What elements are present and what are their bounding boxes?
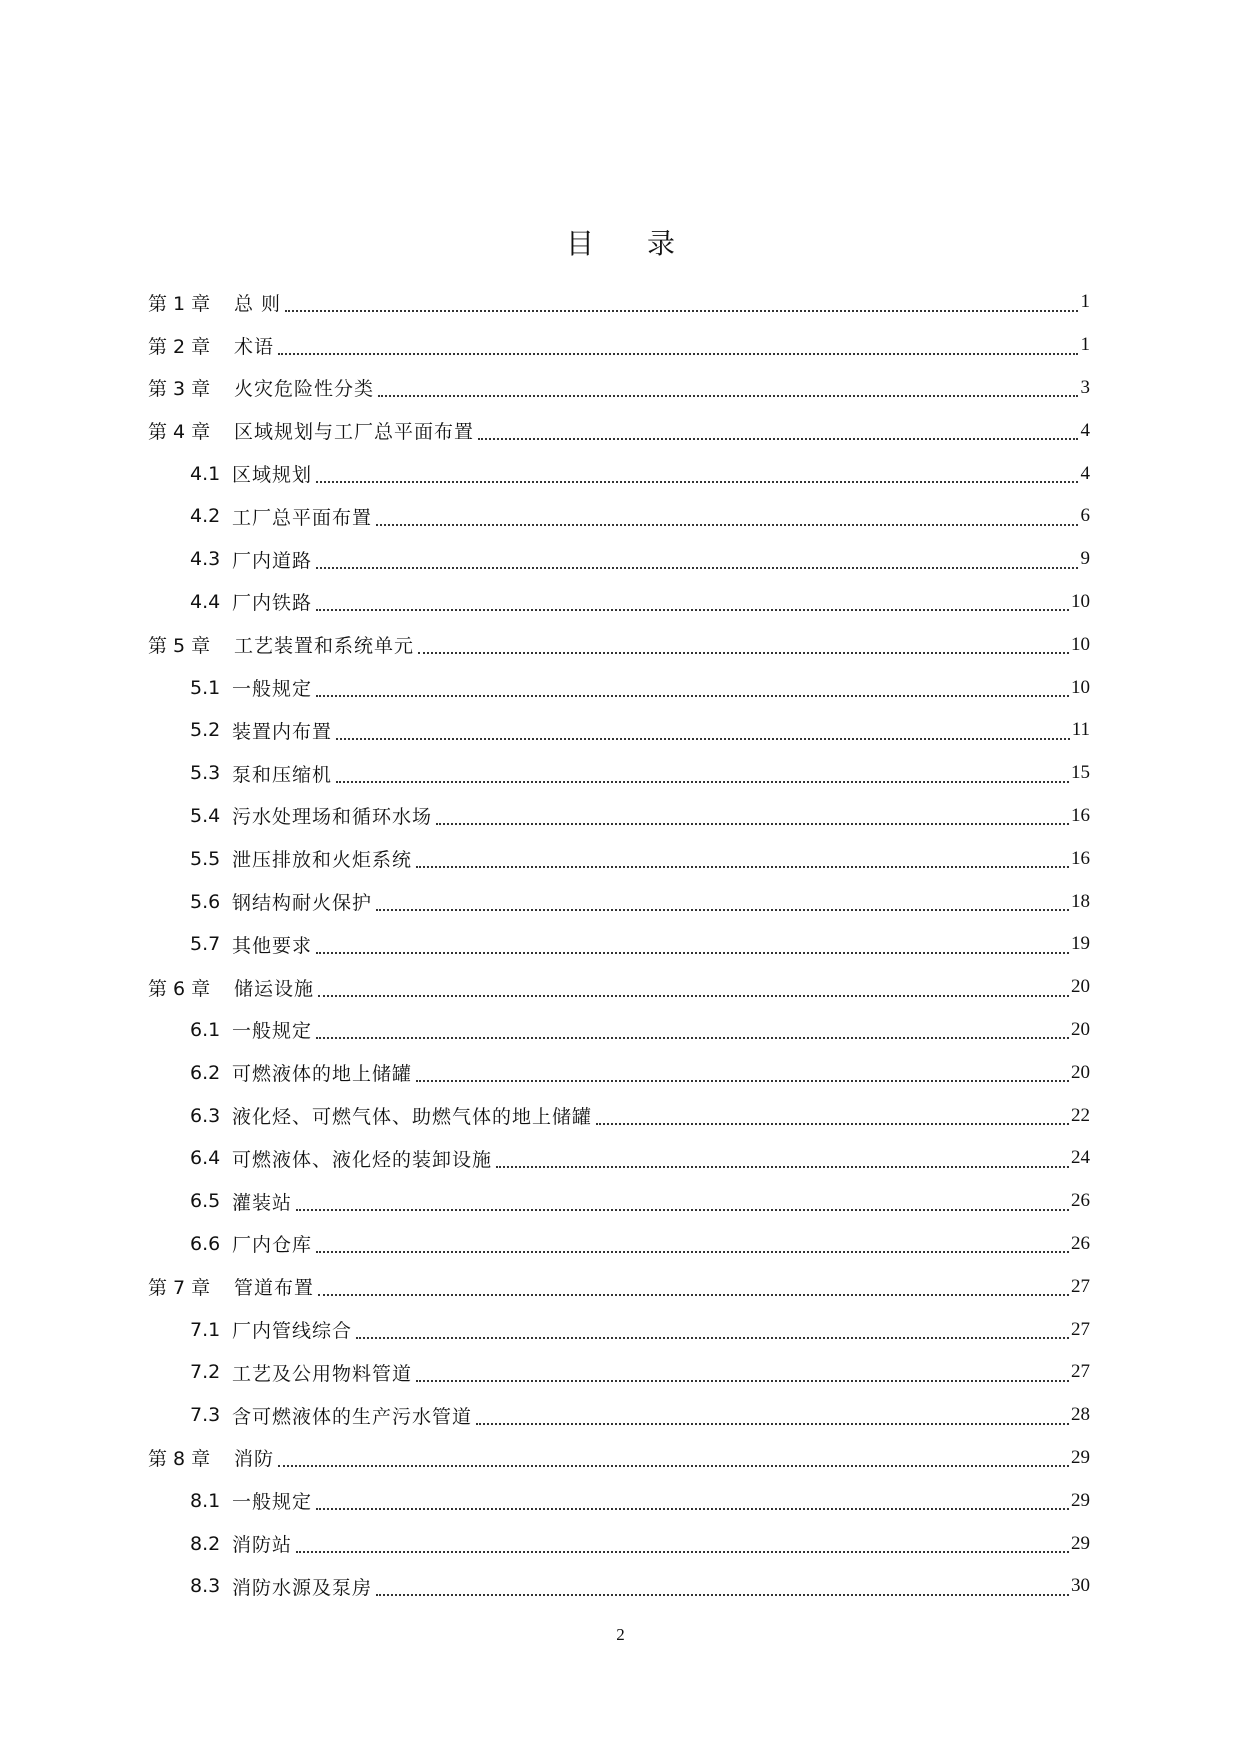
dot-leader	[296, 1550, 1069, 1553]
toc-entry-number: 第 8 章	[148, 1448, 211, 1471]
dot-leader	[478, 437, 1078, 440]
toc-section-entry[interactable]	[148, 752, 1090, 795]
toc-entry-title: 消防水源及泵房	[232, 1576, 373, 1599]
dot-leader	[316, 608, 1069, 611]
dot-leader	[336, 737, 1070, 740]
toc-entry-number: 第 6 章	[148, 977, 211, 1000]
toc-entry-page: 1	[1080, 334, 1090, 356]
toc-entry-title: 可燃液体的地上储罐	[232, 1063, 413, 1086]
toc-entry-number: 4.2	[190, 505, 221, 528]
toc-entry-page: 22	[1071, 1104, 1090, 1126]
toc-entry-page: 16	[1071, 804, 1090, 826]
dot-leader	[278, 1464, 1069, 1467]
toc-entry-title: 厂内仓库	[232, 1234, 313, 1257]
toc-entry-page: 26	[1071, 1232, 1090, 1254]
dot-leader	[476, 1422, 1069, 1425]
toc-section-entry[interactable]	[148, 538, 1090, 581]
toc-entry-number: 第 5 章	[148, 635, 211, 658]
dot-leader	[296, 1208, 1069, 1211]
toc-section-entry[interactable]	[148, 1009, 1090, 1052]
toc-section-entry[interactable]	[148, 1094, 1090, 1137]
toc-entry-page: 27	[1071, 1361, 1090, 1383]
toc-entry-title: 一般规定	[232, 1491, 313, 1514]
toc-entry-page: 10	[1071, 590, 1090, 612]
dot-leader	[496, 1165, 1069, 1168]
toc-entry-page: 6	[1080, 505, 1090, 527]
toc-entry-title: 厂内铁路	[232, 592, 313, 615]
toc-entry-page: 4	[1080, 419, 1090, 441]
dot-leader	[436, 822, 1069, 825]
toc-entry-page: 10	[1071, 676, 1090, 698]
toc-entry-number: 4.3	[190, 548, 221, 571]
dot-leader	[418, 651, 1069, 654]
toc-section-entry[interactable]	[148, 709, 1090, 752]
toc-entry-page: 27	[1071, 1318, 1090, 1340]
toc-chapter-entry[interactable]	[148, 1265, 1090, 1308]
toc-entry-number: 8.1	[190, 1489, 221, 1512]
toc-section-entry[interactable]	[148, 795, 1090, 838]
toc-entry-page: 3	[1080, 376, 1090, 398]
toc-section-entry[interactable]	[148, 452, 1090, 495]
toc-entry-number: 5.2	[190, 719, 221, 742]
toc-entry-page: 29	[1071, 1532, 1090, 1554]
toc-section-entry[interactable]	[148, 1479, 1090, 1522]
toc-entry-title: 其他要求	[232, 934, 313, 957]
toc-entry-number: 5.7	[190, 933, 221, 956]
toc-entry-page: 27	[1071, 1275, 1090, 1297]
toc-entry-number: 4.1	[190, 462, 221, 485]
toc-entry-title: 污水处理场和循环水场	[232, 806, 433, 829]
toc-chapter-entry[interactable]	[148, 324, 1090, 367]
toc-entry-page: 19	[1071, 933, 1090, 955]
toc-entry-title: 工艺及公用物料管道	[232, 1362, 413, 1385]
dot-leader	[316, 694, 1069, 697]
toc-entry-number: 7.3	[190, 1404, 221, 1427]
toc-entry-title: 术语	[234, 335, 275, 358]
page-number: 2	[616, 1625, 625, 1644]
toc-entry-title: 钢结构耐火保护	[232, 892, 373, 915]
toc-section-entry[interactable]	[148, 1308, 1090, 1351]
dot-leader	[316, 1507, 1069, 1510]
dot-leader	[285, 309, 1078, 312]
dot-leader	[378, 394, 1078, 397]
table-of-contents	[148, 281, 1090, 1608]
toc-section-entry[interactable]	[148, 1051, 1090, 1094]
toc-entry-number: 4.4	[190, 590, 221, 613]
toc-entry-number: 6.2	[190, 1061, 221, 1084]
toc-entry-page: 29	[1071, 1446, 1090, 1468]
dot-leader	[356, 1336, 1069, 1339]
toc-entry-page: 16	[1071, 847, 1090, 869]
toc-entry-title: 厂内道路	[232, 549, 313, 572]
toc-entry-page: 29	[1071, 1489, 1090, 1511]
toc-entry-page: 15	[1071, 762, 1090, 784]
dot-leader	[596, 1122, 1069, 1125]
toc-entry-title: 灌装站	[232, 1191, 293, 1214]
dot-leader	[316, 566, 1078, 569]
toc-chapter-entry[interactable]	[148, 1437, 1090, 1480]
toc-section-entry[interactable]	[148, 1180, 1090, 1223]
toc-section-entry[interactable]	[148, 1223, 1090, 1266]
toc-chapter-entry[interactable]	[148, 281, 1090, 324]
toc-entry-title: 管道布置	[234, 1277, 315, 1300]
toc-section-entry[interactable]	[148, 1137, 1090, 1180]
toc-entry-page: 20	[1071, 1018, 1090, 1040]
toc-entry-number: 8.3	[190, 1575, 221, 1598]
toc-entry-page: 20	[1071, 976, 1090, 998]
toc-entry-number: 6.6	[190, 1232, 221, 1255]
toc-entry-title: 区域规划	[232, 464, 313, 487]
toc-entry-page: 10	[1071, 633, 1090, 655]
toc-entry-number: 6.1	[190, 1018, 221, 1041]
toc-entry-number: 5.5	[190, 847, 221, 870]
dot-leader	[376, 523, 1078, 526]
toc-entry-number: 5.1	[190, 676, 221, 699]
dot-leader	[318, 1293, 1069, 1296]
toc-entry-page: 18	[1071, 890, 1090, 912]
toc-entry-number: 5.3	[190, 762, 221, 785]
dot-leader	[416, 1079, 1069, 1082]
dot-leader	[316, 1036, 1069, 1039]
dot-leader	[416, 1379, 1069, 1382]
toc-entry-title: 泄压排放和火炬系统	[232, 849, 413, 872]
toc-entry-title: 泵和压缩机	[232, 763, 333, 786]
toc-entry-page: 26	[1071, 1190, 1090, 1212]
toc-chapter-entry[interactable]	[148, 409, 1090, 452]
dot-leader	[316, 1250, 1069, 1253]
toc-entry-page: 9	[1080, 548, 1090, 570]
toc-entry-number: 第 4 章	[148, 421, 211, 444]
toc-section-entry[interactable]	[148, 581, 1090, 624]
dot-leader	[278, 352, 1078, 355]
toc-entry-page: 4	[1080, 462, 1090, 484]
dot-leader	[316, 480, 1078, 483]
toc-entry-number: 8.2	[190, 1532, 221, 1555]
page-title: 目 录	[566, 227, 697, 260]
toc-entry-number: 5.4	[190, 804, 221, 827]
toc-entry-page: 30	[1071, 1575, 1090, 1597]
toc-section-entry[interactable]	[148, 1394, 1090, 1437]
toc-entry-title: 可燃液体、液化烃的装卸设施	[232, 1148, 493, 1171]
toc-entry-title: 一般规定	[232, 1020, 313, 1043]
toc-entry-page: 11	[1071, 719, 1090, 741]
toc-entry-page: 1	[1080, 291, 1090, 313]
toc-entry-page: 24	[1071, 1147, 1090, 1169]
toc-entry-page: 28	[1071, 1404, 1090, 1426]
toc-entry-number: 5.6	[190, 890, 221, 913]
toc-entry-title: 消防	[234, 1448, 275, 1471]
toc-entry-title: 含可燃液体的生产污水管道	[232, 1405, 473, 1428]
toc-entry-number: 6.3	[190, 1104, 221, 1127]
toc-entry-number: 第 7 章	[148, 1277, 211, 1300]
dot-leader	[336, 780, 1069, 783]
toc-entry-number: 第 2 章	[148, 335, 211, 358]
toc-entry-title: 区域规划与工厂总平面布置	[234, 421, 475, 444]
toc-entry-title: 工艺装置和系统单元	[234, 635, 415, 658]
toc-section-entry[interactable]	[148, 495, 1090, 538]
dot-leader	[318, 994, 1069, 997]
toc-chapter-entry[interactable]	[148, 367, 1090, 410]
toc-section-entry[interactable]	[148, 923, 1090, 966]
toc-entry-title: 厂内管线综合	[232, 1320, 353, 1343]
toc-entry-number: 6.4	[190, 1147, 221, 1170]
toc-entry-title: 液化烃、可燃气体、助燃气体的地上储罐	[232, 1106, 593, 1129]
toc-entry-page: 20	[1071, 1061, 1090, 1083]
toc-chapter-entry[interactable]	[148, 623, 1090, 666]
toc-entry-number: 7.1	[190, 1318, 221, 1341]
toc-entry-title: 储运设施	[234, 977, 315, 1000]
toc-section-entry[interactable]	[148, 880, 1090, 923]
toc-entry-number: 第 3 章	[148, 378, 211, 401]
toc-entry-number: 7.2	[190, 1361, 221, 1384]
toc-section-entry[interactable]	[148, 1522, 1090, 1565]
toc-entry-number: 第 1 章	[148, 292, 211, 315]
dot-leader	[376, 908, 1069, 911]
toc-section-entry[interactable]	[148, 1565, 1090, 1608]
toc-entry-title: 工厂总平面布置	[232, 506, 373, 529]
toc-section-entry[interactable]	[148, 666, 1090, 709]
dot-leader	[316, 951, 1069, 954]
toc-entry-number: 6.5	[190, 1190, 221, 1213]
toc-chapter-entry[interactable]	[148, 966, 1090, 1009]
toc-entry-title: 装置内布置	[232, 720, 333, 743]
toc-section-entry[interactable]	[148, 1351, 1090, 1394]
toc-section-entry[interactable]	[148, 837, 1090, 880]
dot-leader	[376, 1593, 1069, 1596]
dot-leader	[416, 865, 1069, 868]
toc-entry-title: 消防站	[232, 1534, 293, 1556]
toc-entry-title: 火灾危险性分类	[234, 378, 375, 401]
toc-entry-title: 总 则	[234, 292, 282, 315]
toc-entry-title: 一般规定	[232, 678, 313, 701]
